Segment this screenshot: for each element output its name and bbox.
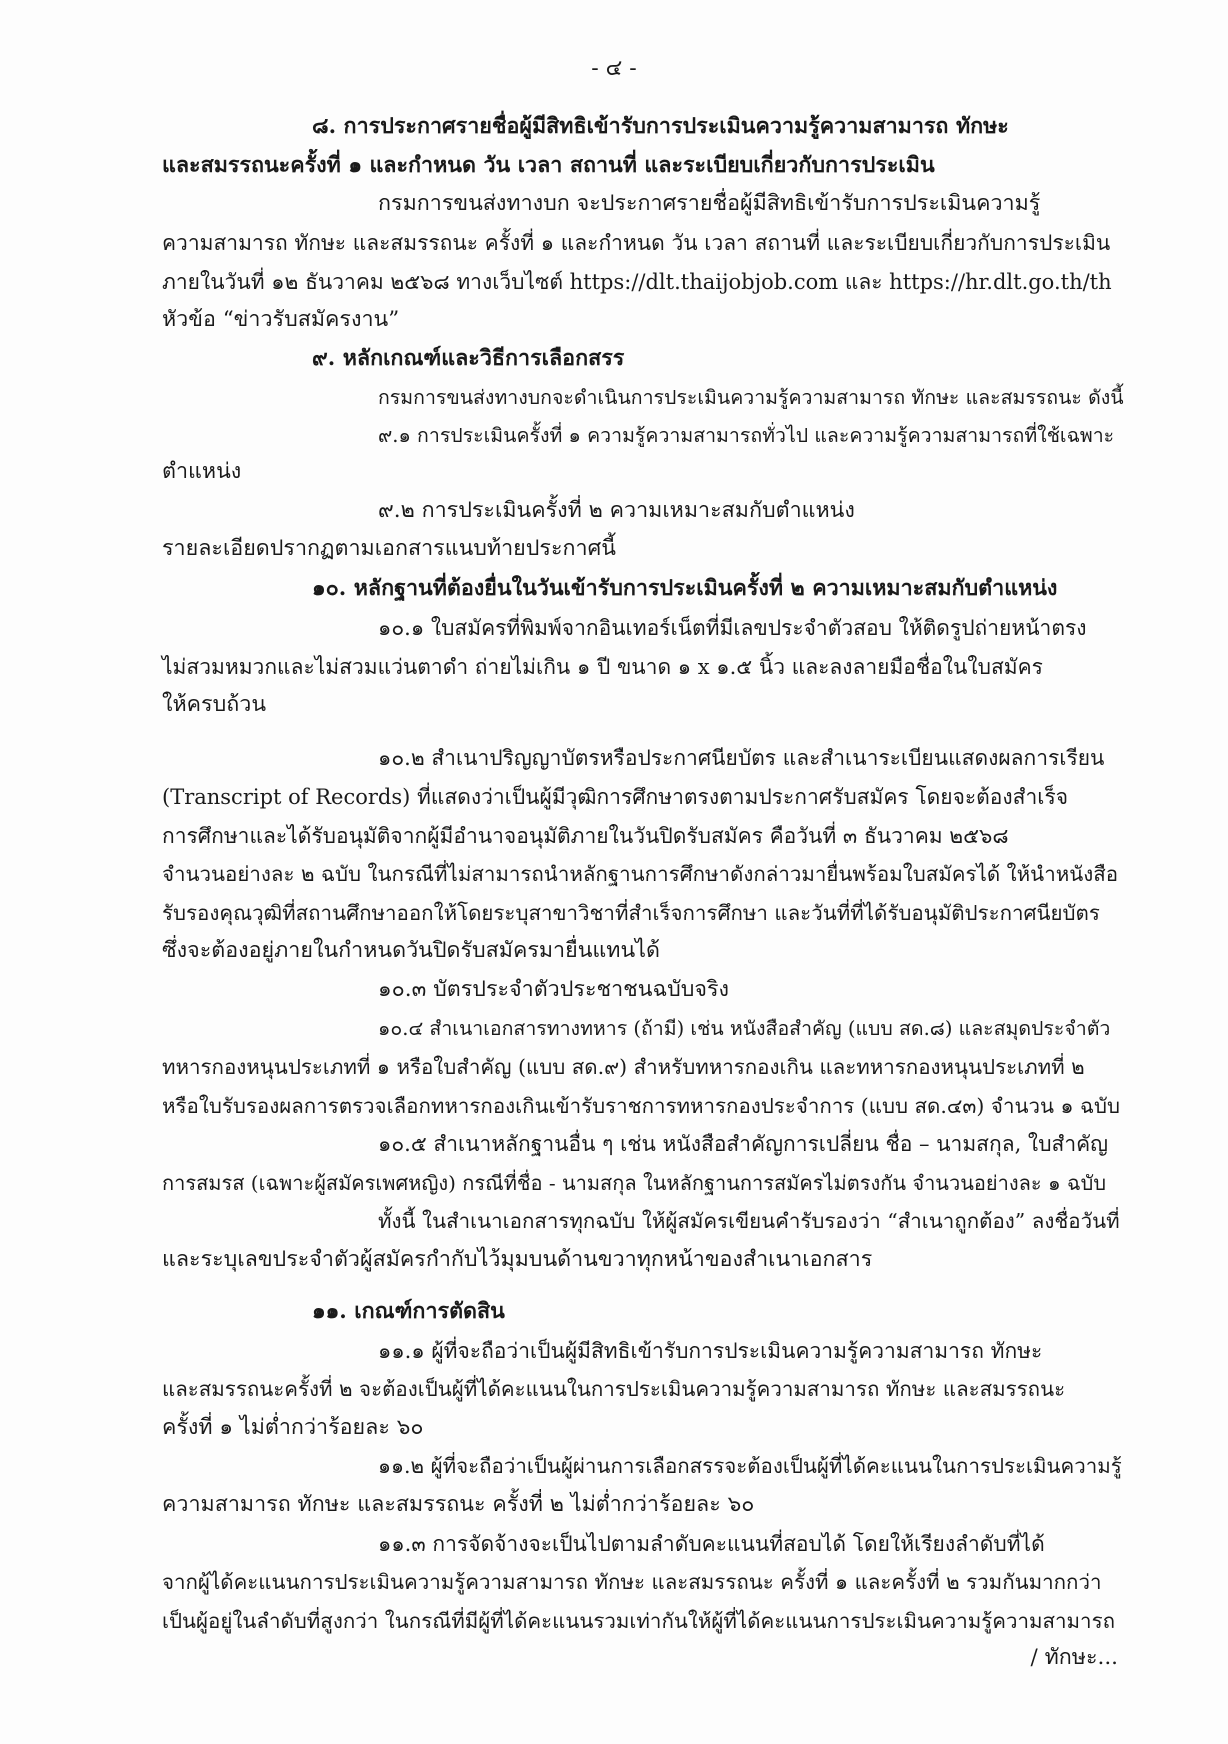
section-10-item-2-line-6: ซึ่งจะต้องอยู่ภายในกำหนดวันปิดรับสมัครมายื่นแทนได้ bbox=[162, 938, 660, 963]
section-9-item-2: ๙.๒ การประเมินครั้งที่ ๒ ความเหมาะสมกับตำแหน่ง bbox=[378, 498, 855, 523]
section-11-item-2-line-1: ๑๑.๒ ผู้ที่จะถือว่าเป็นผู้ผ่านการเลือกสรรจะต้องเป็นผู้ที่ได้คะแนนในการประเมินความรู้ bbox=[378, 1454, 1122, 1478]
section-10-item-1-line-1: ๑๐.๑ ใบสมัครที่พิมพ์จากอินเทอร์เน็ตที่มีเลขประจำตัวสอบ ให้ติดรูปถ่ายหน้าตรง bbox=[378, 616, 1087, 640]
section-11-item-3-line-1: ๑๑.๓ การจัดจ้างจะเป็นไปตามลำดับคะแนนที่สอบได้ โดยให้เรียงลำดับที่ได้ bbox=[378, 1532, 1045, 1556]
section-9-paragraph-line-1: กรมการขนส่งทางบกจะดำเนินการประเมินความรู้ความสามารถ ทักษะ และสมรรถนะ ดังนี้ bbox=[378, 386, 1124, 409]
section-10-item-4-line-2: ทหารกองหนุนประเภทที่ ๑ หรือใบสำคัญ (แบบ สด.๙) สำหรับทหารกองเกิน และทหารกองหนุนประเภทที่ ๒ bbox=[162, 1055, 1085, 1079]
section-8-paragraph-line-4: หัวข้อ “ข่าวรับสมัครงาน” bbox=[162, 307, 400, 332]
section-9-paragraph-line-2: รายละเอียดปรากฏตามเอกสารแนบท้ายประกาศนี้ bbox=[162, 536, 616, 561]
section-8-paragraph-line-1: กรมการขนส่งทางบก จะประกาศรายชื่อผู้มีสิทธิเข้ารับการประเมินความรู้ bbox=[378, 191, 1041, 216]
section-10-item-3: ๑๐.๓ บัตรประจำตัวประชาชนฉบับจริง bbox=[378, 977, 730, 1002]
section-11-item-1-line-3: ครั้งที่ ๑ ไม่ต่ำกว่าร้อยละ ๖๐ bbox=[162, 1415, 424, 1440]
section-9-item-1-line-1: ๙.๑ การประเมินครั้งที่ ๑ ความรู้ความสามารถทั่วไป และความรู้ความสามารถที่ใช้เฉพาะ bbox=[378, 424, 1115, 447]
section-8-heading-line-1: ๘. การประกาศรายชื่อผู้มีสิทธิเข้ารับการประเมินความรู้ความสามารถ ทักษะ bbox=[312, 114, 1009, 139]
section-10-note-line-1: ทั้งนี้ ในสำเนาเอกสารทุกฉบับ ให้ผู้สมัครเขียนคำรับรองว่า “สำเนาถูกต้อง” ลงชื่อวันที่ bbox=[378, 1209, 1120, 1233]
section-10-item-5-line-2: การสมรส (เฉพาะผู้สมัครเพศหญิง) กรณีที่ชื่อ - นามสกุล ในหลักฐานการสมัครไม่ตรงกัน จำนวนอย่างละ ๑ ฉบับ bbox=[162, 1171, 1107, 1195]
page-number: - ๔ - bbox=[591, 56, 637, 81]
section-10-item-2-line-3: การศึกษาและได้รับอนุมัติจากผู้มีอำนาจอนุมัติภายในวันปิดรับสมัคร คือวันที่ ๓ ธันวาคม ๒๕๖๘ bbox=[162, 824, 1009, 848]
section-11-item-3-line-3: เป็นผู้อยู่ในลำดับที่สูงกว่า ในกรณีที่มีผู้ที่ได้คะแนนรวมเท่ากันให้ผู้ที่ได้คะแนนการประเมินความรู้ความสามารถ bbox=[162, 1609, 1115, 1633]
section-9-item-1-line-2: ตำแหน่ง bbox=[162, 459, 242, 484]
section-10-item-2-line-1: ๑๐.๒ สำเนาปริญญาบัตรหรือประกาศนียบัตร และสำเนาระเบียนแสดงผลการเรียน bbox=[378, 746, 1105, 770]
section-8-heading-line-2: และสมรรถนะครั้งที่ ๑ และกำหนด วัน เวลา สถานที่ และระเบียบเกี่ยวกับการประเมิน bbox=[162, 153, 935, 178]
section-10-item-4-line-3: หรือใบรับรองผลการตรวจเลือกทหารกองเกินเข้ารับราชการทหารกองประจำการ (แบบ สด.๔๓) จำนวน ๑ ฉบับ bbox=[162, 1094, 1121, 1118]
section-10-item-4-line-1: ๑๐.๔ สำเนาเอกสารทางทหาร (ถ้ามี) เช่น หนังสือสำคัญ (แบบ สด.๘) และสมุดประจำตัว bbox=[378, 1017, 1111, 1040]
section-9-heading: ๙. หลักเกณฑ์และวิธีการเลือกสรร bbox=[312, 346, 625, 371]
section-11-item-1-line-1: ๑๑.๑ ผู้ที่จะถือว่าเป็นผู้มีสิทธิเข้ารับการประเมินความรู้ความสามารถ ทักษะ bbox=[378, 1339, 1043, 1363]
section-11-item-1-line-2: และสมรรถนะครั้งที่ ๒ จะต้องเป็นผู้ที่ได้คะแนนในการประเมินความรู้ความสามารถ ทักษะ และสมรรถนะ bbox=[162, 1377, 1066, 1401]
section-11-item-3-line-2: จากผู้ได้คะแนนการประเมินความรู้ความสามารถ ทักษะ และสมรรถนะ ครั้งที่ ๑ และครั้งที่ ๒ รวมกันมากกว่า bbox=[162, 1570, 1102, 1594]
section-8-paragraph-line-3: ภายในวันที่ ๑๒ ธันวาคม ๒๕๖๘ ทางเว็บไซต์ https://dlt.thaijobjob.com และ https://hr.dlt.go.th/th bbox=[162, 270, 1112, 294]
section-11-item-2-line-2: ความสามารถ ทักษะ และสมรรถนะ ครั้งที่ ๒ ไม่ต่ำกว่าร้อยละ ๖๐ bbox=[162, 1492, 755, 1517]
continuation-marker: / ทักษะ... bbox=[1030, 1645, 1118, 1670]
section-11-heading: ๑๑. เกณฑ์การตัดสิน bbox=[312, 1299, 505, 1324]
section-8-paragraph-line-2: ความสามารถ ทักษะ และสมรรถนะ ครั้งที่ ๑ และกำหนด วัน เวลา สถานที่ และระเบียบเกี่ยวกับการประเมิน bbox=[162, 231, 1111, 255]
section-10-item-2-line-4: จำนวนอย่างละ ๒ ฉบับ ในกรณีที่ไม่สามารถนำหลักฐานการศึกษาดังกล่าวมายื่นพร้อมใบสมัครได้ ให้นำหนังสือ bbox=[162, 862, 1119, 886]
section-10-item-2-line-2: (Transcript of Records) ที่แสดงว่าเป็นผู้มีวุฒิการศึกษาตรงตามประกาศรับสมัคร โดยจะต้องสำเร็จ bbox=[162, 785, 1069, 809]
section-10-item-5-line-1: ๑๐.๕ สำเนาหลักฐานอื่น ๆ เช่น หนังสือสำคัญการเปลี่ยน ชื่อ – นามสกุล, ใบสำคัญ bbox=[378, 1132, 1109, 1156]
section-10-item-1-line-3: ให้ครบถ้วน bbox=[162, 692, 267, 717]
section-10-item-2-line-5: รับรองคุณวุฒิที่สถานศึกษาออกให้โดยระบุสาขาวิชาที่สำเร็จการศึกษา และวันที่ที่ได้รับอนุมัติประกาศนียบัตร bbox=[162, 901, 1100, 925]
section-10-note-line-2: และระบุเลขประจำตัวผู้สมัครกำกับไว้มุมบนด้านขวาทุกหน้าของสำเนาเอกสาร bbox=[162, 1247, 873, 1272]
section-10-heading: ๑๐. หลักฐานที่ต้องยื่นในวันเข้ารับการประเมินครั้งที่ ๒ ความเหมาะสมกับตำแหน่ง bbox=[312, 576, 1058, 601]
section-10-item-1-line-2: ไม่สวมหมวกและไม่สวมแว่นตาดำ ถ่ายไม่เกิน ๑ ปี ขนาด ๑ x ๑.๕ นิ้ว และลงลายมือชื่อในใบสมัคร bbox=[162, 655, 1043, 679]
